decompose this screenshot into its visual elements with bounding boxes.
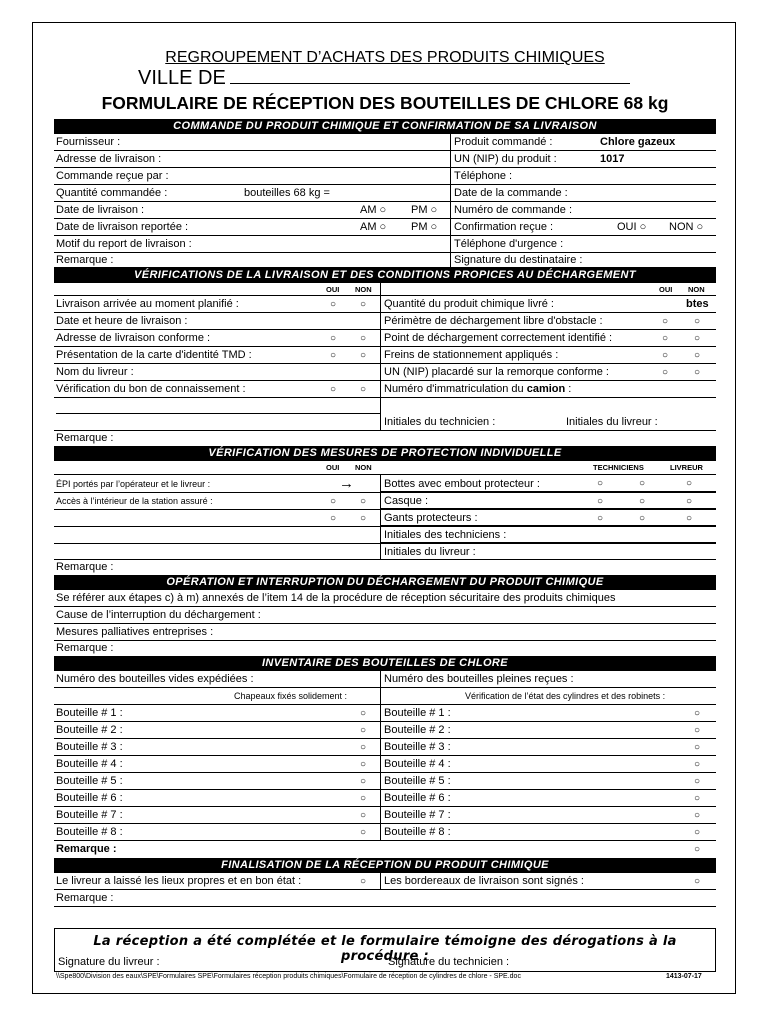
s2-radio-right-non-2[interactable]: ○ (694, 333, 701, 344)
s3-acces-label: Accès à l’intérieur de la station assuré : (56, 496, 213, 506)
s2-radio-oui-3[interactable]: ○ (330, 333, 337, 344)
date-reportee-label[interactable]: Date de livraison reportée : (56, 221, 189, 233)
footer-code: 1413-07-17 (666, 973, 702, 980)
s2-left-label-1: Livraison arrivée au moment planifié : (56, 298, 239, 310)
s2-radio-right-oui-3[interactable]: ○ (662, 350, 669, 361)
s2-row-4 (54, 347, 716, 364)
s2-left-label-2[interactable]: Date et heure de livraison : (56, 315, 188, 327)
casque-radio-tech-1[interactable]: ○ (597, 496, 604, 507)
signature-dest-label[interactable]: Signature du destinataire : (450, 253, 582, 267)
bottle-vide-label[interactable]: Bouteille # 1 : (56, 707, 123, 719)
s6-lieux-label: Le livreur a laissé les lieux propres et en bon état : (56, 875, 302, 887)
s2-radio-oui-1[interactable]: ○ (330, 299, 337, 310)
s2-radio-oui-4[interactable]: ○ (330, 350, 337, 361)
bottle-vide-label[interactable]: Bouteille # 4 : (56, 758, 123, 770)
produit-label: Produit commandé : (450, 134, 552, 150)
row-fournisseur (54, 134, 716, 151)
s2-radio-right-non-3[interactable]: ○ (694, 350, 701, 361)
bottes-radio-tech-2[interactable]: ○ (639, 478, 646, 489)
bottle-vide-radio[interactable]: ○ (360, 793, 367, 804)
s6-bordereaux-label: Les bordereaux de livraison sont signés : (380, 873, 584, 889)
s4-remarque-label[interactable]: Remarque : (56, 642, 114, 654)
bottle-row (54, 722, 716, 739)
s2-right-label-2: Point de déchargement correctement identifié : (380, 330, 612, 346)
final-box (54, 928, 716, 972)
s3-row-remarque (54, 560, 716, 575)
un-value: 1017 (600, 153, 625, 165)
s2-radio-right-oui-1[interactable]: ○ (662, 316, 669, 327)
am-radio[interactable]: AM ○ (360, 204, 387, 216)
bottle-row (54, 756, 716, 773)
extra-radio-non[interactable]: ○ (360, 513, 367, 524)
s2-row-5 (54, 364, 716, 381)
confirmation-label: Confirmation reçue : (450, 219, 553, 235)
bottle-pleine-label[interactable]: Bouteille # 7 : (380, 807, 451, 823)
btes-unit: btes (686, 298, 709, 310)
s3-techniciens-header: TECHNICIENS (593, 463, 644, 472)
acces-radio-oui[interactable]: ○ (330, 496, 337, 507)
s5-remarque-label[interactable]: Remarque : (56, 843, 117, 855)
ville-label: VILLE DE (138, 67, 226, 89)
confirmation-oui-radio[interactable]: OUI ○ (617, 221, 647, 233)
bottle-row (54, 773, 716, 790)
bottle-pleine-radio[interactable]: ○ (694, 759, 701, 770)
s2-header-row (54, 283, 716, 296)
s2-oui-header: OUI (326, 285, 340, 294)
s2-left-label-6: Vérification du bon de connaissement : (56, 383, 246, 395)
bottle-row (54, 807, 716, 824)
bottle-pleine-radio[interactable]: ○ (694, 793, 701, 804)
s2-divider (380, 283, 381, 295)
bottle-pleine-radio[interactable]: ○ (694, 827, 701, 838)
s2-row-initiales (54, 398, 716, 431)
footer-path: \\Spe800\Division des eaux\SPE\Formulaires SPE\Formulaires réception produits chimiques\Formulaire de réception de cylindres de chlore - SPE.doc (56, 973, 521, 980)
s2-non-header-right: NON (688, 285, 705, 294)
header-line2 (138, 67, 638, 90)
bottle-vide-label[interactable]: Bouteille # 3 : (56, 741, 123, 753)
s3-row-5 (54, 543, 716, 560)
s6-lieux-radio[interactable]: ○ (360, 876, 367, 887)
motif-label[interactable]: Motif du report de livraison : (56, 238, 192, 250)
acces-radio-non[interactable]: ○ (360, 496, 367, 507)
final-statement: La réception a été complétée et le formulaire témoigne des dérogations à la procédure : (93, 934, 677, 964)
row-date-livraison (54, 202, 716, 219)
row-quantite (54, 185, 716, 202)
s4-mesures-label[interactable]: Mesures palliatives entreprises : (56, 626, 214, 638)
s2-radio-right-non-1[interactable]: ○ (694, 316, 701, 327)
gants-radio-tech-1[interactable]: ○ (597, 513, 604, 524)
s2-left-label-4: Présentation de la carte d'identité TMD : (56, 349, 252, 361)
bottle-pleine-label[interactable]: Bouteille # 3 : (380, 739, 451, 755)
bottle-pleine-label[interactable]: Bouteille # 1 : (380, 705, 451, 721)
bottle-row (54, 790, 716, 807)
s2-left-label-5[interactable]: Nom du livreur : (56, 366, 134, 378)
s2-non-header: NON (355, 285, 372, 294)
section1-title: COMMANDE DU PRODUIT CHIMIQUE ET CONFIRMATION DE SA LIVRAISON (54, 119, 716, 134)
s2-row-2 (54, 313, 716, 330)
s2-right-label-3: Freins de stationnement appliqués : (380, 347, 558, 363)
s5-divider (380, 688, 381, 704)
bottle-row (54, 739, 716, 756)
s3-init-livreur-label[interactable]: Initiales du livreur : (380, 544, 476, 559)
form-title: FORMULAIRE DE RÉCEPTION DES BOUTEILLES DE CHLORE 68 kg (101, 93, 669, 113)
pm-reportee-radio[interactable]: PM ○ (411, 221, 438, 233)
s4-ref-text: Se référer aux étapes c) à m) annexés de l’item 14 de la procédure de réception sécuritaire des produits chimiques (56, 592, 616, 604)
bottle-vide-label[interactable]: Bouteille # 5 : (56, 775, 123, 787)
quantite-label[interactable]: Quantité commandée : (56, 187, 168, 199)
s3-row-2 (54, 492, 716, 509)
header-line1: REGROUPEMENT D’ACHATS DES PRODUITS CHIMIQUES (165, 49, 605, 66)
s2-row-1 (54, 296, 716, 313)
bottle-pleine-radio[interactable]: ○ (694, 708, 701, 719)
s5-pleines-label[interactable]: Numéro des bouteilles pleines reçues : (380, 671, 574, 687)
gants-radio-tech-2[interactable]: ○ (639, 513, 646, 524)
s3-non-header: NON (355, 463, 372, 472)
bottle-pleine-radio[interactable]: ○ (694, 776, 701, 787)
s2-radio-right-oui-2[interactable]: ○ (662, 333, 669, 344)
adresse-label[interactable]: Adresse de livraison : (56, 153, 162, 165)
row-adresse (54, 151, 716, 168)
s2-remarque-label[interactable]: Remarque : (56, 432, 114, 444)
casque-label: Casque : (380, 493, 716, 509)
s2-radio-non-4[interactable]: ○ (360, 350, 367, 361)
s2-left-label-3: Adresse de livraison conforme : (56, 332, 211, 344)
s2-right-label-4: UN (NIP) placardé sur la remorque conforme : (380, 364, 609, 380)
confirmation-non-radio[interactable]: NON ○ (669, 221, 704, 233)
section5-title: INVENTAIRE DES BOUTEILLES DE CHLORE (54, 656, 716, 671)
gants-radio-livreur[interactable]: ○ (686, 513, 693, 524)
s5-verif-label: Vérification de l’état des cylindres et des robinets : (465, 691, 666, 701)
bottle-vide-radio[interactable]: ○ (360, 827, 367, 838)
s2-radio-oui-6[interactable]: ○ (330, 384, 337, 395)
row-commande-recue (54, 168, 716, 185)
s6-remarque-row (54, 890, 716, 907)
casque-radio-livreur[interactable]: ○ (686, 496, 693, 507)
s3-row-3 (54, 509, 716, 526)
bottle-vide-radio[interactable]: ○ (360, 776, 367, 787)
s5-remarque-radio[interactable]: ○ (694, 844, 701, 855)
s4-remarque-row (54, 641, 716, 656)
bottle-pleine-label[interactable]: Bouteille # 2 : (380, 722, 451, 738)
casque-radio-tech-2[interactable]: ○ (639, 496, 646, 507)
s3-epi-label: ÉPI portés par l’opérateur et le livreur : (56, 479, 211, 489)
camion-label: camion (526, 383, 566, 395)
row-remarque-1 (54, 253, 716, 268)
bottle-pleine-label[interactable]: Bouteille # 8 : (380, 824, 451, 840)
produit-value: Chlore gazeux (600, 136, 676, 148)
bottle-pleine-label[interactable]: Bouteille # 6 : (380, 790, 451, 806)
s2-row-6 (54, 381, 716, 398)
fournisseur-label[interactable]: Fournisseur : (56, 136, 121, 148)
bottle-pleine-radio[interactable]: ○ (694, 742, 701, 753)
bottes-radio-tech-1[interactable]: ○ (597, 478, 604, 489)
ville-field[interactable] (230, 68, 630, 84)
s2-row-remarque (54, 431, 716, 446)
s5-remarque-row (54, 841, 716, 858)
bottle-row (54, 705, 716, 722)
bottle-vide-radio[interactable]: ○ (360, 759, 367, 770)
bottes-radio-livreur[interactable]: ○ (686, 478, 693, 489)
tel-urgence-label[interactable]: Téléphone d'urgence : (450, 236, 563, 252)
bottle-rows (54, 705, 716, 841)
row-motif (54, 236, 716, 253)
commande-recue-label[interactable]: Commande reçue par : (56, 170, 169, 182)
s2-radio-non-1[interactable]: ○ (360, 299, 367, 310)
date-livraison-label[interactable]: Date de livraison : (56, 204, 145, 216)
s2-right-label-1: Périmètre de déchargement libre d'obstacle : (380, 313, 603, 329)
bottle-vide-label[interactable]: Bouteille # 7 : (56, 809, 123, 821)
section2-title: VÉRIFICATIONS DE LA LIVRAISON ET DES CONDITIONS PROPICES AU DÉCHARGEMENT (54, 268, 716, 283)
s2-radio-non-3[interactable]: ○ (360, 333, 367, 344)
bottle-vide-label[interactable]: Bouteille # 2 : (56, 724, 123, 736)
s4-cause-label[interactable]: Cause de l’interruption du déchargement : (56, 609, 261, 621)
bottle-pleine-label[interactable]: Bouteille # 5 : (380, 773, 451, 789)
form-body (54, 119, 716, 907)
immatriculation-field[interactable] (380, 381, 571, 397)
signature-livreur-label[interactable]: Signature du livreur : (58, 956, 160, 968)
s2-init-tech-label[interactable]: Initiales du technicien : (380, 398, 495, 430)
s2-row-3 (54, 330, 716, 347)
section6-title: FINALISATION DE LA RÉCEPTION DU PRODUIT CHIMIQUE (54, 858, 716, 873)
row-date-reportee (54, 219, 716, 236)
extra-radio-oui[interactable]: ○ (330, 513, 337, 524)
un-label: UN (NIP) du produit : (450, 151, 557, 167)
bottes-label: Bottes avec embout protecteur : (380, 475, 716, 492)
s2-left-blank (56, 413, 380, 431)
s4-ref-row (54, 590, 716, 607)
immatriculation-label: Numéro d'immatriculation du (384, 383, 524, 395)
s2-init-livreur-label[interactable]: Initiales du livreur : (566, 416, 658, 428)
s5-vides-label[interactable]: Numéro des bouteilles vides expédiées : (56, 673, 254, 685)
s3-init-tech-label[interactable]: Initiales des techniciens : (380, 527, 716, 543)
s3-row-1 (54, 474, 716, 492)
s5-chapeaux-label: Chapeaux fixés solidement : (234, 691, 348, 701)
bottle-vide-radio[interactable]: ○ (360, 725, 367, 736)
remarque-1-label[interactable]: Remarque : (56, 254, 114, 266)
s3-remarque-label[interactable]: Remarque : (56, 561, 114, 573)
arrow-icon: → (339, 475, 354, 492)
s3-header-row (54, 461, 716, 474)
bottle-vide-radio[interactable]: ○ (360, 810, 367, 821)
s5-subheader-row (54, 688, 716, 705)
s2-radio-right-oui-4[interactable]: ○ (662, 367, 669, 378)
bottle-pleine-radio[interactable]: ○ (694, 810, 701, 821)
s5-header-row (54, 671, 716, 688)
bottle-vide-radio[interactable]: ○ (360, 708, 367, 719)
section3-title: VÉRIFICATION DES MESURES DE PROTECTION INDIVIDUELLE (54, 446, 716, 461)
gants-label: Gants protecteurs : (380, 510, 716, 526)
numero-commande-label[interactable]: Numéro de commande : (450, 202, 572, 218)
s6-row-1 (54, 873, 716, 890)
immatriculation-colon: : (565, 383, 572, 395)
s3-oui-header: OUI (326, 463, 340, 472)
bottle-row (54, 824, 716, 841)
signature-technicien-label[interactable]: Signature du technicien : (388, 956, 510, 968)
quantite-livre-label[interactable]: Quantité du produit chimique livré : (380, 296, 554, 312)
s6-bordereaux-radio[interactable]: ○ (694, 876, 701, 887)
bottle-vide-radio[interactable]: ○ (360, 742, 367, 753)
am-reportee-radio[interactable]: AM ○ (360, 221, 387, 233)
bottle-pleine-radio[interactable]: ○ (694, 725, 701, 736)
bottle-pleine-label[interactable]: Bouteille # 4 : (380, 756, 451, 772)
section4-title: OPÉRATION ET INTERRUPTION DU DÉCHARGEMENT DU PRODUIT CHIMIQUE (54, 575, 716, 590)
date-commande-label[interactable]: Date de la commande : (450, 185, 568, 201)
s3-row-4 (54, 526, 716, 543)
s2-radio-right-non-4[interactable]: ○ (694, 367, 701, 378)
bottle-vide-label[interactable]: Bouteille # 6 : (56, 792, 123, 804)
bottle-vide-label[interactable]: Bouteille # 8 : (56, 826, 123, 838)
s2-oui-header-right: OUI (659, 285, 673, 294)
telephone-label[interactable]: Téléphone : (450, 168, 512, 184)
bouteilles-label: bouteilles 68 kg = (244, 187, 330, 199)
s4-mesures-row (54, 624, 716, 641)
s2-radio-non-6[interactable]: ○ (360, 384, 367, 395)
s4-cause-row (54, 607, 716, 624)
s6-remarque-label[interactable]: Remarque : (56, 892, 114, 904)
s3-livreur-header: LIVREUR (670, 463, 703, 472)
pm-radio[interactable]: PM ○ (411, 204, 438, 216)
